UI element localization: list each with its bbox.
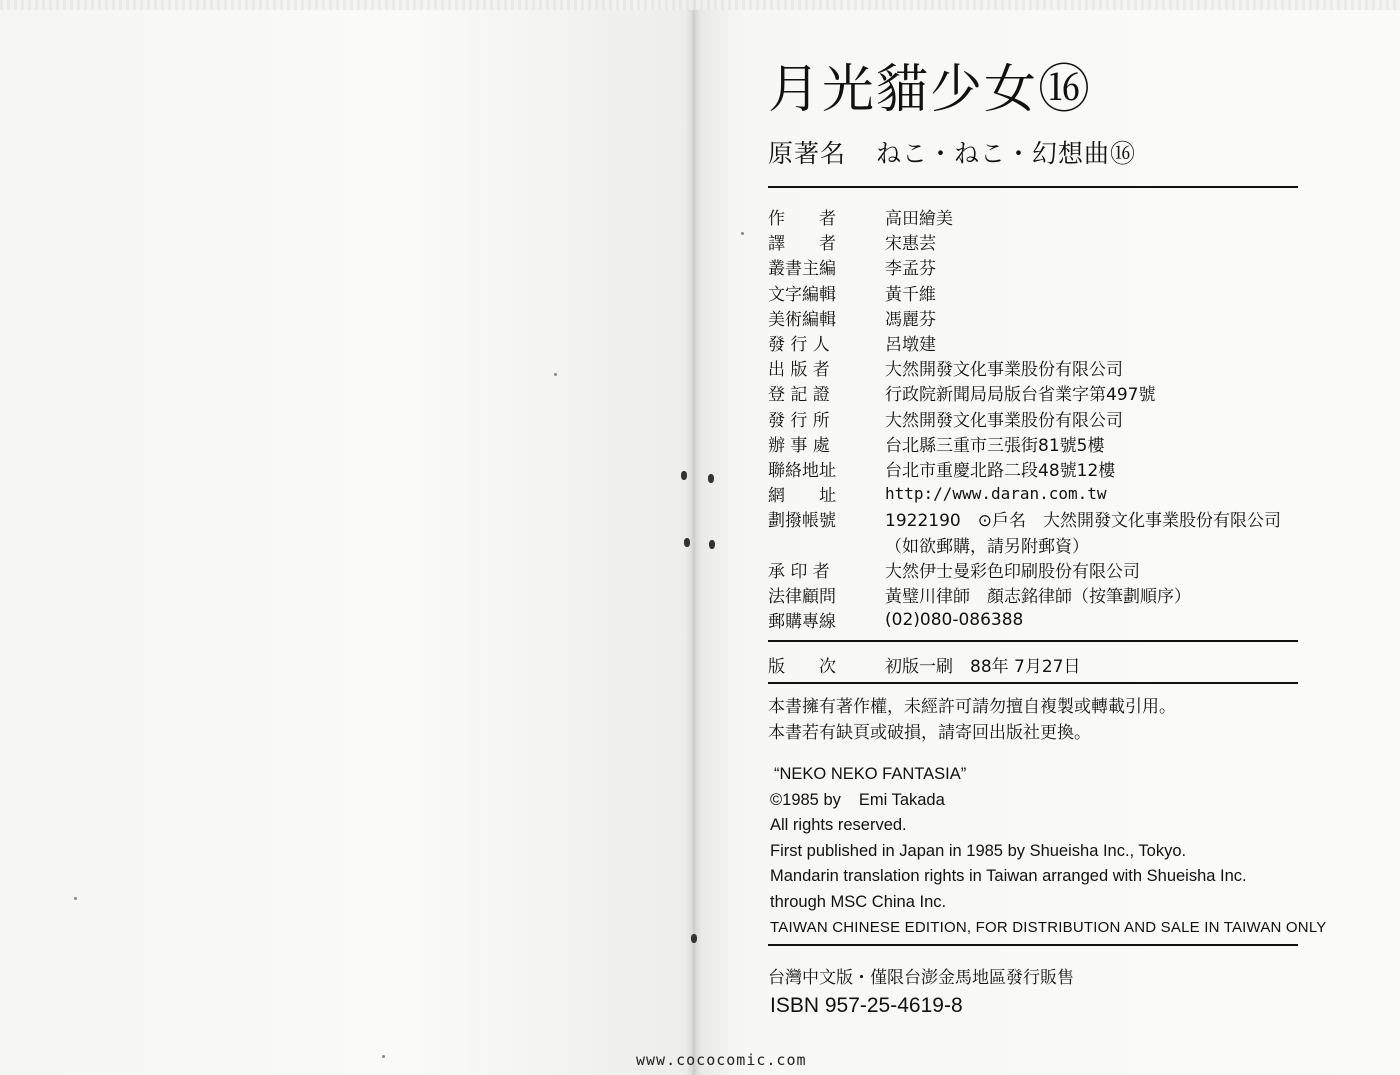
edition-note: TAIWAN CHINESE EDITION, FOR DISTRIBUTION AND SALE IN TAIWAN ONLY — [770, 919, 1327, 936]
credit-value: 大然伊士曼彩色印刷股份有限公司 — [885, 561, 1140, 582]
credit-value: 台北縣三重市三張街81號5樓 — [885, 435, 1105, 456]
credit-value: 黃璧川律師 顏志銘律師（按筆劃順序） — [885, 586, 1191, 607]
divider-middle — [768, 640, 1298, 642]
credit-row — [768, 330, 1328, 355]
edition-row — [768, 652, 1080, 677]
credit-key: 叢書主編 — [768, 259, 836, 280]
credit-row — [768, 456, 1328, 481]
credit-value: 高田繪美 — [885, 209, 953, 230]
scan-edge — [0, 0, 1400, 10]
binding-mark — [684, 538, 690, 547]
credit-key: 劃撥帳號 — [768, 511, 836, 532]
divider-top — [768, 186, 1298, 188]
dust-speck — [741, 232, 744, 235]
divider-bottom — [768, 944, 1298, 946]
credit-key: 承 印 者 — [768, 561, 830, 582]
credit-value: 行政院新聞局局版台省業字第497號 — [885, 385, 1156, 406]
credit-key: 譯 者 — [768, 234, 836, 255]
rights-reserved: All rights reserved. — [770, 816, 907, 834]
notice-line: 本書擁有著作權，未經許可請勿擅自複製或轉載引用。 — [768, 697, 1176, 717]
credit-row — [768, 557, 1328, 582]
original-title-label: 原著名 — [768, 139, 847, 168]
watermark-url: www.cococomic.com — [636, 1051, 807, 1069]
credit-value: 大然開發文化事業股份有限公司 — [885, 410, 1123, 431]
isbn: ISBN 957-25-4619-8 — [770, 994, 963, 1017]
credit-key: 郵購專線 — [768, 612, 836, 633]
credit-key: 發 行 所 — [768, 410, 830, 431]
credit-row — [768, 406, 1328, 431]
translation-rights: Mandarin translation rights in Taiwan arranged with Shueisha Inc. — [770, 867, 1247, 885]
notice-line: 本書若有缺頁或破損，請寄回出版社更換。 — [768, 723, 1091, 743]
credit-key: 發 行 人 — [768, 335, 830, 356]
credit-row — [768, 607, 1328, 632]
credit-key: 出 版 者 — [768, 360, 830, 381]
credit-value: 大然開發文化事業股份有限公司 — [885, 360, 1123, 381]
credit-row — [768, 229, 1328, 254]
credit-key: 作 者 — [768, 209, 836, 230]
binding-mark — [691, 934, 697, 943]
credit-row — [768, 254, 1328, 279]
binding-mark — [709, 540, 715, 549]
credit-row — [768, 431, 1328, 456]
credit-row — [768, 355, 1328, 380]
credit-key: 辦 事 處 — [768, 435, 830, 456]
dust-speck — [554, 373, 557, 376]
credit-value: 台北市重慶北路二段48號12樓 — [885, 460, 1116, 481]
credit-row — [768, 380, 1328, 405]
book-title: 月光貓少女⑯ — [768, 60, 1093, 120]
binding-mark — [681, 471, 687, 480]
credit-value: 李孟芬 — [885, 259, 936, 280]
edition-value: 初版一刷 88年 7月27日 — [885, 657, 1081, 677]
credit-value: (02)080-086388 — [885, 609, 1024, 630]
credit-row — [768, 204, 1328, 229]
english-rights-block — [770, 762, 1326, 941]
dust-speck — [74, 897, 77, 900]
through-agent: through MSC China Inc. — [770, 892, 947, 911]
divider-lower — [768, 682, 1298, 684]
credit-row — [768, 506, 1328, 531]
credit-key: 文字編輯 — [768, 284, 836, 305]
binding-mark — [708, 474, 714, 483]
website-value: http://www.daran.com.tw — [885, 484, 1107, 504]
credit-row — [768, 481, 1328, 506]
credit-row — [768, 280, 1328, 305]
copyright-notice — [768, 694, 1176, 746]
credit-key: 美術編輯 — [768, 309, 836, 330]
edition-key: 版 次 — [768, 657, 836, 677]
credit-row — [768, 305, 1328, 330]
credit-value: 宋惠芸 — [885, 234, 936, 255]
dust-speck — [382, 1055, 385, 1058]
credit-key: 聯絡地址 — [768, 460, 836, 481]
credit-row — [768, 531, 1328, 556]
credits-list — [768, 204, 1328, 632]
distribution-note: 台灣中文版・僅限台澎金馬地區發行販售 — [768, 968, 1074, 988]
first-published: First published in Japan in 1985 by Shueisha Inc., Tokyo. — [770, 841, 1187, 860]
credit-key: 法律顧問 — [768, 586, 836, 607]
credit-value: 黃千維 — [885, 284, 936, 305]
credit-value: （如欲郵購，請另附郵資） — [885, 536, 1089, 557]
copyright-author: Emi Takada — [858, 790, 945, 809]
credit-value: 呂墩建 — [885, 335, 936, 356]
credit-key: 登 記 證 — [768, 385, 830, 406]
copyright-year: ©1985 by — [770, 790, 841, 809]
left-blank-page — [0, 0, 688, 1075]
original-title — [768, 138, 1136, 170]
credit-row — [768, 582, 1328, 607]
copyright-line — [770, 788, 1326, 814]
credit-key: 網 址 — [768, 486, 836, 507]
credit-value: 馮麗芬 — [885, 309, 936, 330]
original-title-value: ねこ・ねこ・幻想曲⑯ — [876, 139, 1137, 168]
credit-value: 1922190 ⊙戶名 大然開發文化事業股份有限公司 — [885, 511, 1281, 532]
original-english-title: “NEKO NEKO FANTASIA” — [774, 765, 967, 783]
